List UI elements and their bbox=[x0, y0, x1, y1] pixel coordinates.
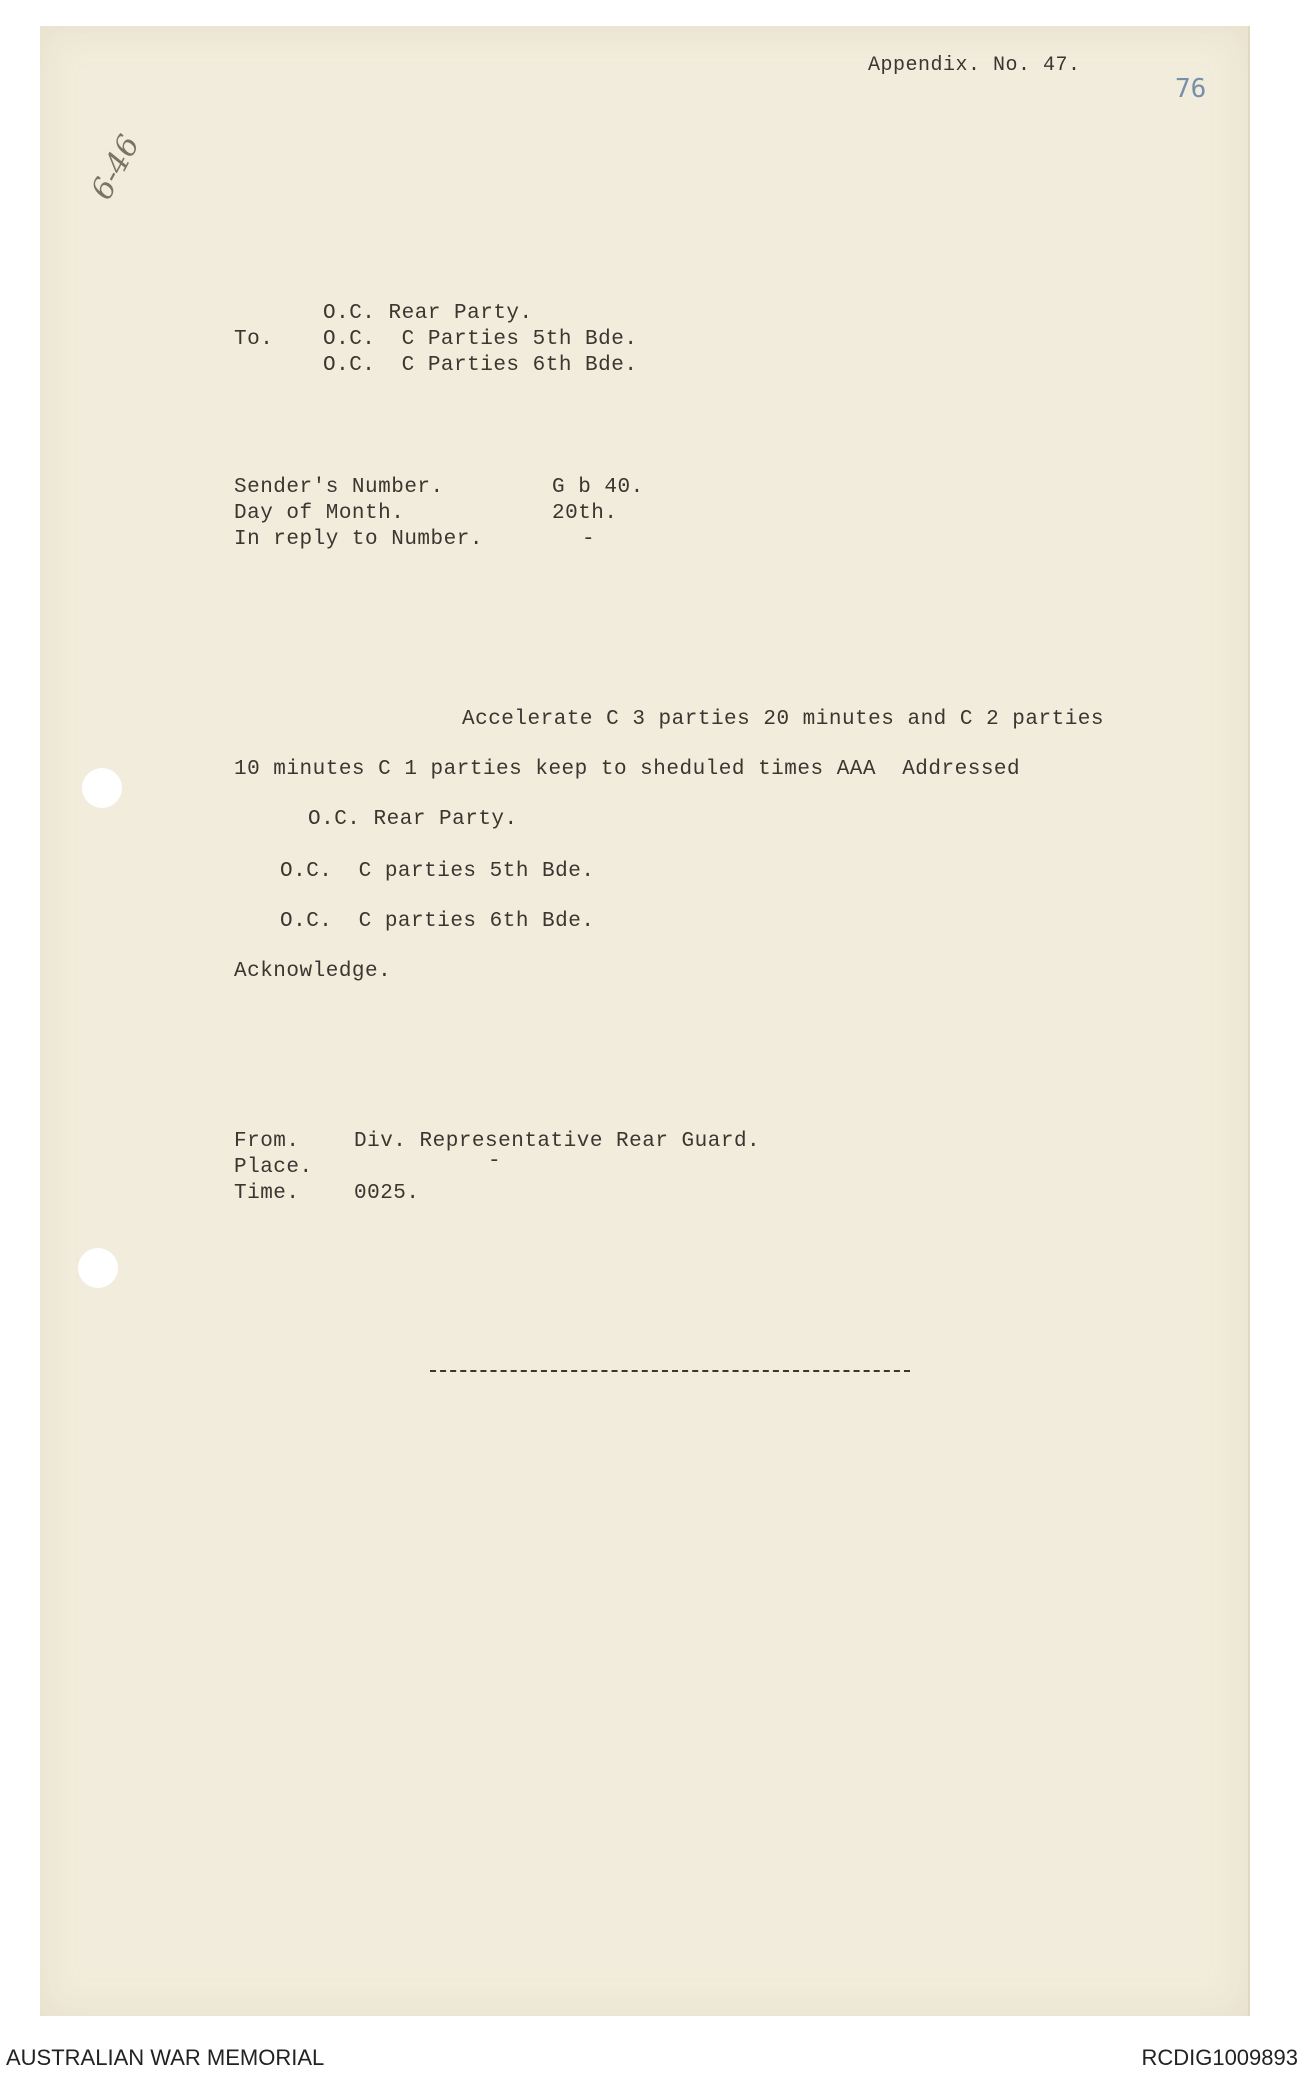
addressed-line: O.C. C parties 5th Bde. bbox=[280, 860, 595, 883]
message-line-2: 10 minutes C 1 parties keep to sheduled times AAA Addressed bbox=[234, 758, 1021, 781]
senders-number-value: G b 40. bbox=[552, 476, 644, 499]
folio-number: 76 bbox=[1175, 74, 1207, 104]
addressee-line: O.C. C Parties 6th Bde. bbox=[323, 354, 638, 377]
appendix-number: Appendix. No. 47. bbox=[868, 54, 1081, 77]
senders-number-label: Sender's Number. bbox=[234, 476, 444, 499]
from-label: From. bbox=[234, 1130, 300, 1153]
punch-hole bbox=[78, 1248, 118, 1288]
acknowledge-line: Acknowledge. bbox=[234, 960, 392, 983]
day-of-month-value: 20th. bbox=[552, 502, 618, 525]
punch-hole bbox=[82, 768, 122, 808]
time-label: Time. bbox=[234, 1182, 300, 1205]
addressed-line: O.C. C parties 6th Bde. bbox=[280, 910, 595, 933]
day-of-month-label: Day of Month. bbox=[234, 502, 405, 525]
footer-identifier: RCDIG1009893 bbox=[1141, 2045, 1298, 2070]
handwritten-note: 6-46 bbox=[84, 129, 147, 206]
from-value: Div. Representative Rear Guard. bbox=[354, 1130, 761, 1153]
addressed-line: O.C. Rear Party. bbox=[308, 808, 518, 831]
addressee-line: O.C. C Parties 5th Bde. bbox=[323, 328, 638, 351]
place-value: - bbox=[488, 1150, 502, 1173]
footer-institution: AUSTRALIAN WAR MEMORIAL bbox=[6, 2045, 325, 2070]
addressee-line: O.C. Rear Party. bbox=[323, 302, 533, 325]
closing-rule bbox=[430, 1370, 910, 1372]
document-page bbox=[40, 26, 1250, 2016]
in-reply-to-value: - bbox=[582, 528, 596, 551]
place-label: Place. bbox=[234, 1156, 313, 1179]
to-label: To. bbox=[234, 328, 274, 351]
time-value: 0025. bbox=[354, 1182, 420, 1205]
in-reply-to-label: In reply to Number. bbox=[234, 528, 483, 551]
message-line-1: Accelerate C 3 parties 20 minutes and C 2 parties bbox=[462, 708, 1105, 731]
